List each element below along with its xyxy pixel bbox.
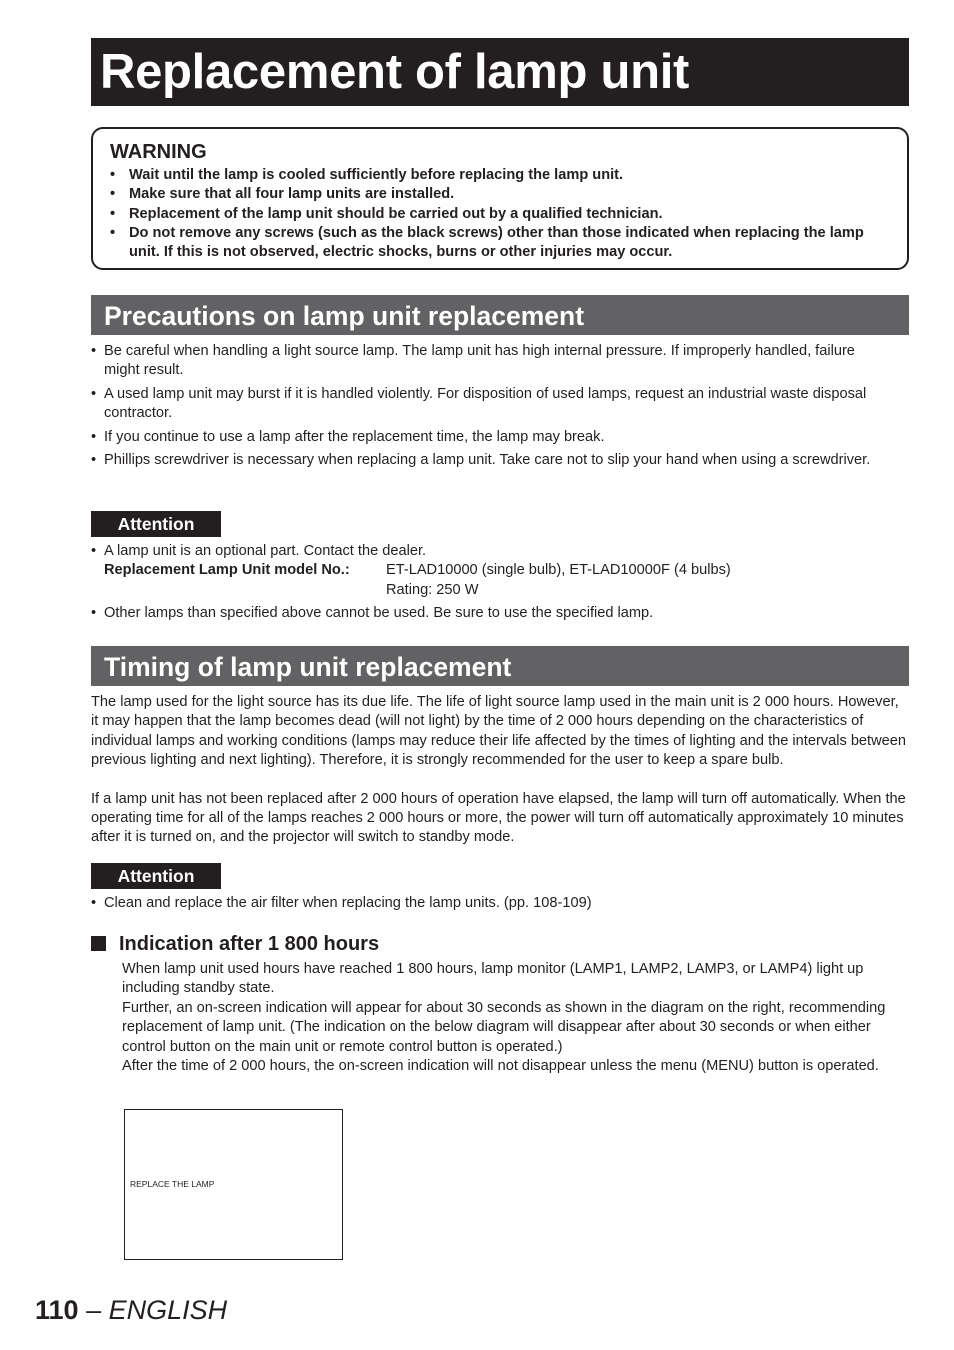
timing-paragraph-1: The lamp used for the light source has its due life. The life of light source lamp used in the main unit is 2 000 hours. However, it may happen that the lamp becomes dead (will not light) by the time of 2 000 hours depending on the characteristics of individual lamps and working conditions (lamps may reduce their life affected by the times of lighting and the intervals between previous lighting and next lighting). Therefore, it is strongly recommended for the user to keep a spare bulb. [91, 694, 906, 768]
on-screen-diagram [124, 1109, 343, 1260]
footer-language: ENGLISH [108, 1295, 228, 1325]
rating-value: Rating: 250 W [386, 581, 479, 598]
warning-item: • Make sure that all four lamp units are installed. [110, 186, 455, 203]
indication-heading: Indication after 1 800 hours [91, 931, 379, 957]
page-title: Replacement of lamp unit [91, 38, 909, 106]
square-bullet-icon [91, 936, 106, 951]
list-item: • Phillips screwdriver is necessary when replacing a lamp unit. Take care not to slip your hand when using a screwdriver. [91, 452, 871, 469]
page-number: 110 [35, 1295, 79, 1325]
list-item: • Other lamps than specified above cannot be used. Be sure to use the specified lamp. [91, 605, 654, 622]
model-info [91, 561, 891, 600]
warning-item: • Wait until the lamp is cooled sufficiently before replacing the lamp unit. [110, 167, 624, 183]
timing-attention-list [91, 894, 891, 918]
list-item: • If you continue to use a lamp after the replacement time, the lamp may break. [91, 428, 605, 445]
replace-lamp-message: REPLACE THE LAMP [130, 1179, 215, 1189]
indication-paragraph-3: After the time of 2 000 hours, the on-screen indication will not disappear unless the menu (MENU) button is operated. [122, 1057, 879, 1074]
model-value: ET-LAD10000 (single bulb), ET-LAD10000F (4 bulbs) [386, 562, 731, 579]
page-footer [35, 1293, 227, 1327]
precautions-list [91, 342, 891, 475]
list-item: • A used lamp unit may burst if it is handled violently. For disposition of used lamps, request an industrial waste disposal contractor. [91, 385, 867, 422]
indication-paragraph-2: Further, an on-screen indication will appear for about 30 seconds as shown in the diagram on the right, recommending replacement of lamp unit. (The indication on the below diagram will disappear after about 30 seconds or when either control button on the main unit or remote control button is operated.) [122, 1000, 886, 1055]
attention-label: Attention [91, 511, 221, 537]
list-item: • A lamp unit is an optional part. Contact the dealer. [91, 543, 427, 559]
indication-paragraph-1: When lamp unit used hours have reached 1 800 hours, lamp monitor (LAMP1, LAMP2, LAMP3, or LAMP4) light up including standby state. [122, 961, 864, 997]
precautions-heading: Precautions on lamp unit replacement [91, 295, 909, 335]
timing-paragraph-2: If a lamp unit has not been replaced after 2 000 hours of operation have elapsed, the lamp will turn off automatically. When the operating time for all of the lamps reaches 2 000 hours or more, the power will turn off automatically approximately 10 minutes after it is turned on, and the projector will switch to standby mode. [91, 790, 906, 846]
warning-item: • Do not remove any screws (such as the black screws) other than those indicated when replacing the lamp unit. If this is not observed, electric shocks, burns or other injuries may occur. [110, 224, 864, 261]
warning-list [110, 166, 893, 262]
list-item: • Clean and replace the air filter when replacing the lamp units. (pp. 108-109) [91, 895, 592, 911]
list-item: • Be careful when handling a light source lamp. The lamp unit has high internal pressure. If improperly handled, failure might result. [91, 343, 855, 379]
warning-item: • Replacement of the lamp unit should be carried out by a qualified technician. [110, 205, 663, 222]
footer-separator: – [86, 1295, 102, 1325]
attention-label: Attention [91, 863, 221, 889]
model-label: Replacement Lamp Unit model No.: [104, 562, 350, 579]
warning-heading: WARNING [110, 141, 207, 163]
warning-box [91, 127, 909, 270]
precautions-attention-list [91, 542, 891, 628]
timing-heading: Timing of lamp unit replacement [91, 646, 909, 686]
